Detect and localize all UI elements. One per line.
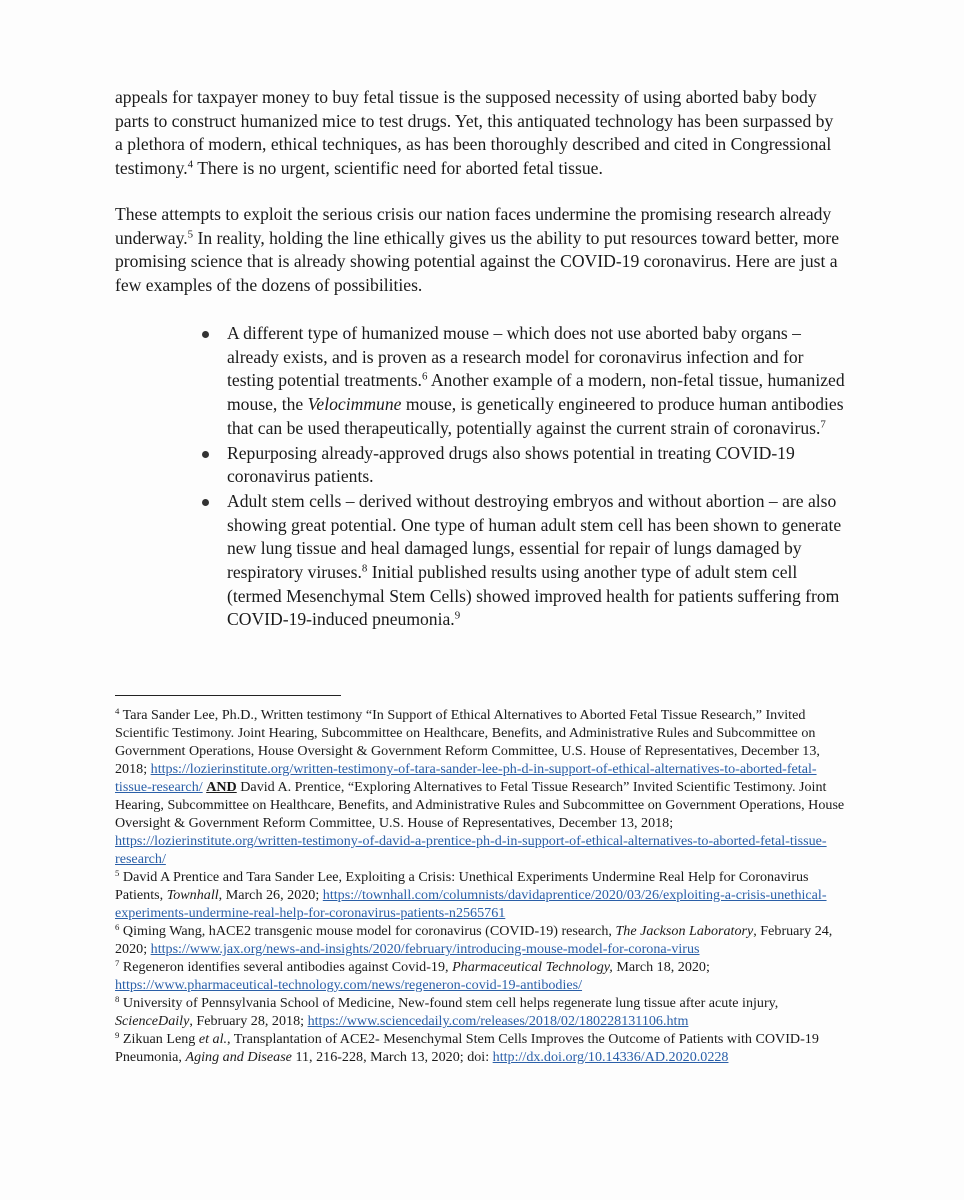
footnote-6 xyxy=(115,922,845,958)
footnote-4 xyxy=(115,706,845,868)
bullet-text xyxy=(227,491,841,630)
text-run: Tara Sander Lee, Ph.D., Written testimony “In Support of Ethical Alternatives to Aborted Fetal Tissue Research,” Invited Scientific Testimony. Joint Hearing, Subcommittee on Healthcare, Benefits, and Administrative Rules and Subcommittee on Government Operations, House Oversight & Government Reform Committee, U.S. House of Representatives, December 13, 2018; xyxy=(115,707,820,777)
text-run: appeals for taxpayer money to buy fetal tissue is the supposed necessity of using aborted baby body parts to construct humanized mice to test drugs. Yet, this antiquated technology has been surpassed by a plethora of modern, ethical techniques, as has been thoroughly described and cited in Congressional testimony. xyxy=(115,87,834,179)
footnotes xyxy=(115,706,845,1066)
footnote-ref: 9 xyxy=(115,1029,120,1040)
text-run: , Transplantation of ACE2- Mesenchymal Stem Cells Improves the Outcome of Patients with COVID-19 Pneumonia, xyxy=(115,1031,819,1065)
bullet-item xyxy=(227,442,852,489)
bullet-dot-icon xyxy=(202,331,209,338)
text-run: , February 24, 2020; xyxy=(115,923,833,957)
footnote-ref: 9 xyxy=(454,609,461,622)
italic-text: ScienceDaily xyxy=(115,1013,190,1029)
footnote-ref: 5 xyxy=(115,867,120,878)
text-run: There is no urgent, scientific need for aborted fetal tissue. xyxy=(193,158,603,179)
text-run: David A Prentice and Tara Sander Lee, Exploiting a Crisis: Unethical Experiments Undermine Real Help for Coronavirus Patients, xyxy=(115,869,809,903)
footnote-ref: 8 xyxy=(115,993,120,1004)
footnote-5 xyxy=(115,868,845,922)
bullet-text xyxy=(227,323,845,438)
italic-text: Townhall xyxy=(166,887,219,903)
footnote-ref: 7 xyxy=(115,957,120,968)
text-run: These attempts to exploit the serious crisis our nation faces undermine the promising research already underway. xyxy=(115,204,832,248)
citation-link[interactable]: https://townhall.com/columnists/davidaprentice/2020/03/26/exploiting-a-crisis-unethical-experiments-undermine-real-help-for-coronavirus-patients-n2565761 xyxy=(115,887,827,921)
citation-link[interactable]: https://www.pharmaceutical-technology.com/news/regeneron-covid-19-antibodies/ xyxy=(115,977,583,993)
text-run: University of Pennsylvania School of Medicine, New-found stem cell helps regenerate lung tissue after acute injury, xyxy=(119,995,779,1011)
italic-text: Pharmaceutical Technology, xyxy=(452,959,613,975)
citation-link[interactable]: https://lozierinstitute.org/written-testimony-of-david-a-prentice-ph-d-in-support-of-ethical-alternatives-to-aborted-fetal-tissue-research/ xyxy=(115,833,827,867)
text-run: mouse, is genetically engineered to produce human antibodies that can be used therapeutically, potentially against the current strain of coronavirus. xyxy=(227,394,844,438)
footnote-divider xyxy=(115,695,341,696)
italic-text: Aging and Disease xyxy=(185,1049,292,1065)
text-run: , March 26, 2020; xyxy=(218,887,323,903)
text-run: Initial published results using another type of adult stem cell (termed Mesenchymal Stem Cells) showed improved health for patients suffering from COVID-19-induced pneumonia. xyxy=(227,562,840,630)
text-run: In reality, holding the line ethically gives us the ability to put resources toward better, more promising science that is already showing potential against the COVID-19 coronavirus. Here are just a few examples of the dozens of possibilities. xyxy=(115,227,840,296)
footnote-ref: 4 xyxy=(115,705,120,716)
text-run: Zikuan Leng xyxy=(119,1031,199,1047)
citation-link[interactable]: http://dx.doi.org/10.14336/AD.2020.0228 xyxy=(492,1049,729,1065)
bullet-list xyxy=(227,322,852,633)
text-run: March 18, 2020; xyxy=(612,959,710,975)
text-run: David A. Prentice, “Exploring Alternatives to Fetal Tissue Research” Invited Scientific Testimony. Joint Hearing, Subcommittee on Healthcare, Benefits, and Administrative Rules and Subcommittee on Government Operations, House Oversight & Government Reform Committee, U.S. House of Representatives, December 13, 2018; xyxy=(115,779,845,831)
bullet-text xyxy=(227,443,795,487)
bullet-item xyxy=(227,490,852,632)
italic-text: The Jackson Laboratory xyxy=(615,923,754,939)
footnote-ref: 4 xyxy=(187,158,194,171)
text-run: Qiming Wang, hACE2 transgenic mouse model for coronavirus (COVID-19) research, xyxy=(119,923,616,939)
text-run: A different type of humanized mouse – which does not use aborted baby organs – already exists, and is proven as a research model for coronavirus infection and for testing potential treatments. xyxy=(227,323,804,391)
italic-text: et al. xyxy=(198,1031,228,1047)
footnote-ref: 7 xyxy=(820,418,826,431)
footnote-8 xyxy=(115,994,845,1030)
footnote-7 xyxy=(115,958,845,994)
body-paragraph xyxy=(115,86,845,181)
footnote-ref: 8 xyxy=(361,562,368,575)
footnote-ref: 6 xyxy=(421,370,428,383)
bullet-item xyxy=(227,322,852,441)
bold-text: AND xyxy=(206,779,237,795)
body-paragraph xyxy=(115,203,845,298)
bullet-dot-icon xyxy=(202,451,209,458)
text-run: Another example of a modern, non-fetal tissue, humanized mouse, the xyxy=(227,370,845,415)
text-run: Regeneron identifies several antibodies against Covid-19, xyxy=(119,959,453,975)
text-run: Repurposing already-approved drugs also shows potential in treating COVID-19 coronavirus patients. xyxy=(227,442,795,487)
footnote-9 xyxy=(115,1030,845,1066)
citation-link[interactable]: https://lozierinstitute.org/written-testimony-of-tara-sander-lee-ph-d-in-support-of-ethical-alternatives-to-aborted-fetal-tissue-research/ xyxy=(115,761,817,795)
citation-link[interactable]: https://www.jax.org/news-and-insights/2020/february/introducing-mouse-model-for-corona-virus xyxy=(150,941,700,957)
footnote-ref: 6 xyxy=(115,921,120,932)
text-run: , February 28, 2018; xyxy=(189,1013,308,1029)
footnote-ref: 5 xyxy=(187,228,194,241)
text-run: Adult stem cells – derived without destroying embryos and without abortion – are also showing great potential. One type of human adult stem cell has been shown to generate new lung tissue and heal damaged lungs, essential for repair of lungs damaged by respiratory viruses. xyxy=(227,490,842,583)
citation-link[interactable]: https://www.sciencedaily.com/releases/2018/02/180228131106.htm xyxy=(307,1013,689,1029)
bullet-dot-icon xyxy=(202,499,209,506)
italic-text: Velocimmune xyxy=(307,394,402,415)
text-run: 11, 216-228, March 13, 2020; doi: xyxy=(291,1049,493,1065)
